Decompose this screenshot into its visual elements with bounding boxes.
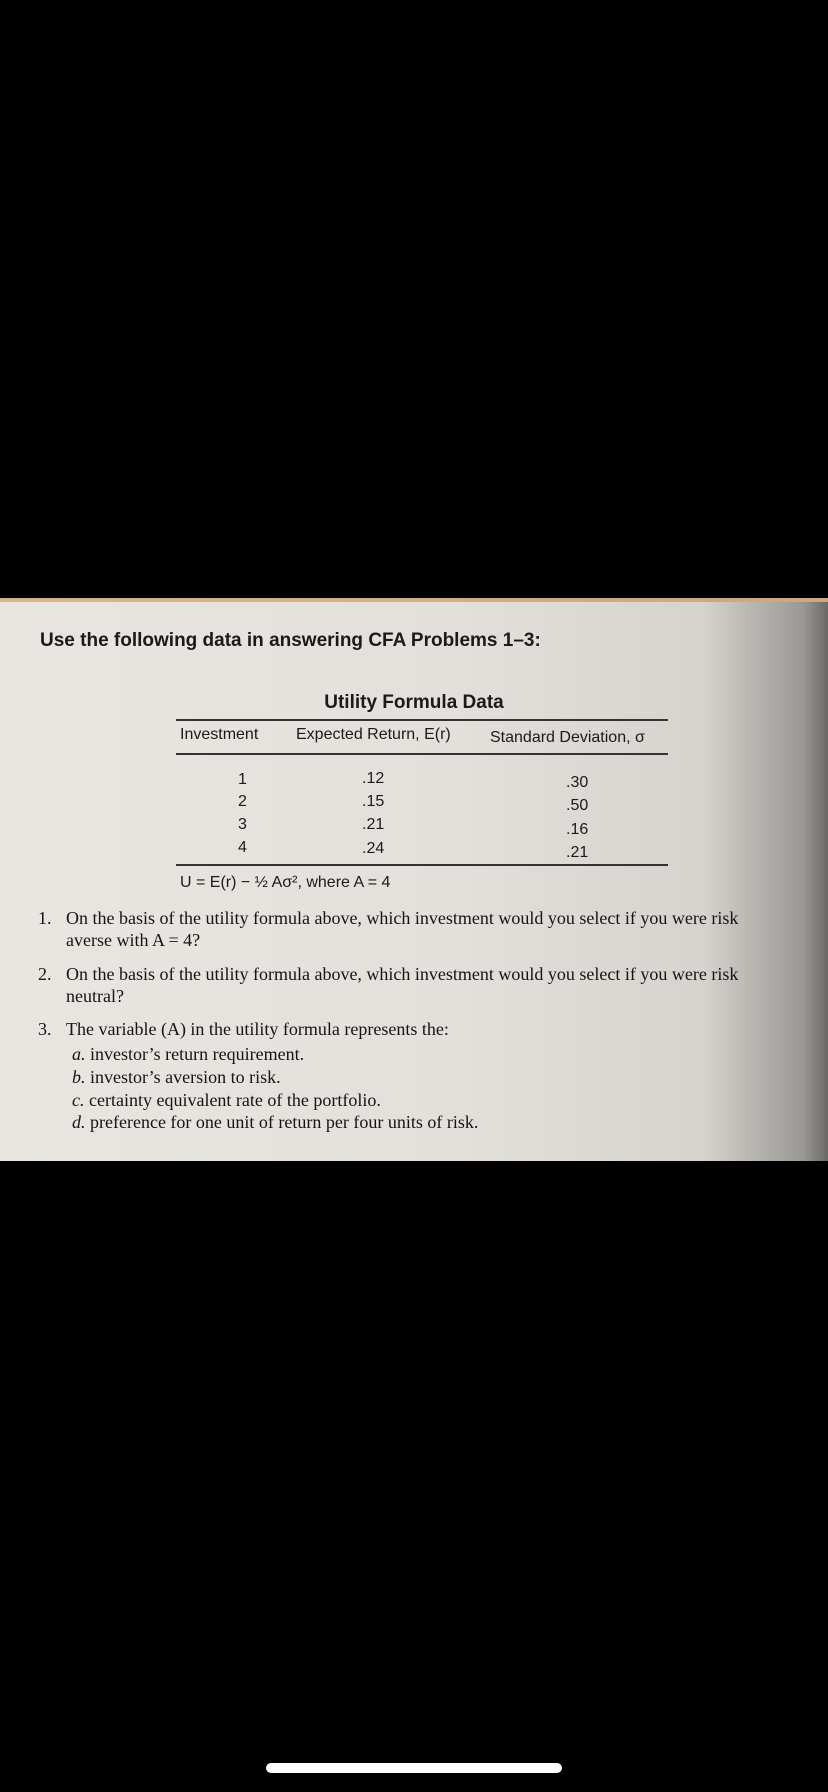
- option-letter: d.: [72, 1112, 86, 1132]
- header-expected-return: Expected Return, E(r): [296, 726, 451, 743]
- option-d: [72, 1112, 478, 1133]
- table-cell-std-dev: .16: [566, 821, 589, 838]
- question-2-continuation: neutral?: [66, 986, 124, 1006]
- question-text: On the basis of the utility formula above, which investment would you select if you were risk: [66, 964, 739, 984]
- option-letter: b.: [72, 1067, 86, 1087]
- option-text: investor’s aversion to risk.: [90, 1067, 281, 1087]
- option-a: [72, 1044, 304, 1065]
- question-2: [38, 964, 738, 985]
- question-number: 1.: [38, 908, 52, 928]
- question-3: [38, 1019, 449, 1040]
- section-heading: Use the following data in answering CFA Problems 1–3:: [40, 630, 541, 651]
- option-text: certainty equivalent rate of the portfolio.: [89, 1090, 381, 1110]
- table-cell-investment: 1: [238, 771, 247, 788]
- header-std-dev: Standard Deviation, σ: [490, 729, 645, 746]
- table-bottom-rule: [176, 864, 668, 866]
- table-title: Utility Formula Data: [324, 692, 504, 713]
- table-cell-std-dev: .50: [566, 797, 589, 814]
- table-cell-std-dev: .21: [566, 844, 589, 861]
- question-text: On the basis of the utility formula above, which investment would you select if you were risk: [66, 908, 739, 928]
- option-text: investor’s return requirement.: [90, 1044, 305, 1064]
- table-cell-investment: 3: [238, 816, 247, 833]
- question-number: 3.: [38, 1019, 52, 1039]
- table-cell-expected-return: .21: [362, 816, 385, 833]
- question-1: [38, 908, 738, 929]
- question-1-continuation: averse with A = 4?: [66, 930, 201, 950]
- option-c: [72, 1090, 381, 1111]
- table-top-rule: [176, 719, 668, 721]
- utility-formula: U = E(r) − ½ Aσ², where A = 4: [180, 874, 391, 891]
- question-text: The variable (A) in the utility formula represents the:: [66, 1019, 449, 1039]
- option-letter: c.: [72, 1090, 85, 1110]
- question-number: 2.: [38, 964, 52, 984]
- table-cell-expected-return: .15: [362, 793, 385, 810]
- table-cell-investment: 4: [238, 839, 247, 856]
- option-letter: a.: [72, 1044, 86, 1064]
- table-cell-std-dev: .30: [566, 774, 589, 791]
- textbook-page-photo: [0, 598, 828, 1161]
- header-investment: Investment: [180, 726, 259, 743]
- home-indicator[interactable]: [266, 1763, 562, 1773]
- option-b: [72, 1067, 281, 1088]
- table-cell-expected-return: .12: [362, 770, 385, 787]
- table-header-rule: [176, 753, 668, 755]
- page-top-rule: [0, 598, 828, 602]
- option-text: preference for one unit of return per four units of risk.: [90, 1112, 479, 1132]
- table-cell-investment: 2: [238, 793, 247, 810]
- table-cell-expected-return: .24: [362, 840, 385, 857]
